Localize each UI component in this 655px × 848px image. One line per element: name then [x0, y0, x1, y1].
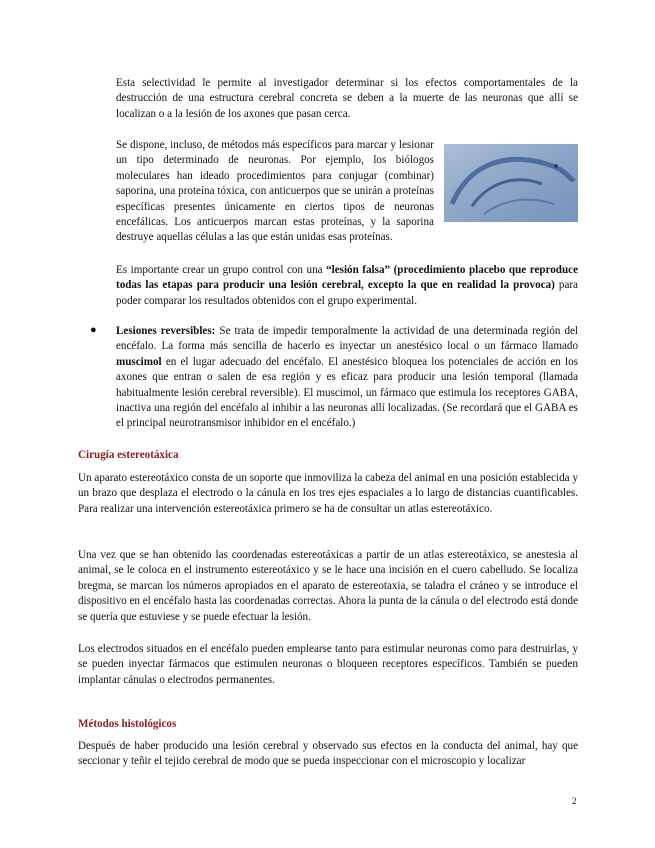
paragraph-histology: Después de haber producido una lesión cerebral y observado sus efectos en la conducta del animal, hay que seccionar y teñir el tejido cerebral de modo que se pueda inspeccionar con el microscopio y localizar [78, 740, 578, 768]
heading-stereotaxic-surgery: Cirugía estereotáxica [78, 449, 179, 461]
paragraph-sham-lesion [116, 263, 578, 309]
paragraph-saporin [116, 138, 578, 246]
paragraph-electrodes: Los electrodos situados en el encéfalo pueden emplearse tanto para estimular neuronas como para destruirlas, y se pueden inyectar fármacos que estimulen neuronas o bloqueen receptores específicos. También se pueden implantar cánulas o electrodos permanentes. [78, 643, 578, 686]
paragraph-selectivity: Esta selectividad le permite al investigador determinar si los efectos comportamentales de la destrucción de una estructura cerebral concreta se deben a la muerte de las neuronas que allí se localizan o a la lesión de los axones que pasan cerca. [116, 77, 578, 120]
sham-text-b: para poder comparar los resultados obtenidos con el grupo experimental. [116, 279, 578, 307]
paragraph-reversible-lesions [116, 324, 578, 432]
paragraph-saporin-text: Se dispone, incluso, de métodos más específicos para marcar y lesionar un tipo determinado de neuronas. Por ejemplo, los biólogos moleculares han ideado procedimientos para conjugar (combinar) saporina, una proteína tóxica, con anticuerpos que se unirán a proteínas específicas presentes únicamente en ciertos tipos de neuronas encefálicas. Los anticuerpos marcan estas proteínas, y la saporina destruye aquellas células a las que están unidas esas proteínas. [116, 139, 434, 244]
sham-text-a: Es importante crear un grupo control con una [116, 264, 327, 276]
bullet-dot: ● [90, 324, 97, 336]
sham-lesion-emphasis: “lesión falsa” (procedimiento placebo que reproduce todas las etapas para producir una lesión cerebral, excepto la que en realidad la provoca) [116, 264, 578, 292]
brain-section-image [444, 144, 578, 222]
muscimol-term: muscimol [116, 355, 162, 368]
heading-histological-methods: Métodos histológicos [78, 718, 177, 730]
reversible-text-a: Se trata de impedir temporalmente la actividad de una determinada región del encéfalo. La forma más sencilla de hacerlo es inyectar un anestésico local o un fármaco llamado [116, 325, 578, 353]
page-number: 2 [572, 796, 577, 806]
paragraph-stereotaxic-apparatus: Un aparato estereotáxico consta de un soporte que inmoviliza la cabeza del animal en una posición establecida y un brazo que desplaza el electrodo o la cánula en los tres ejes espaciales a lo largo de distancias cuantificables. Para realizar una intervención estereotáxica primero se ha de consultar un atlas estereotáxico. [78, 472, 578, 515]
reversible-lesions-title: Lesiones reversibles: [116, 325, 216, 337]
reversible-text-b: en el lugar adecuado del encéfalo. El anestésico bloquea los potenciales de acción en los axones que entran o salen de esa región y es eficaz para producir una lesión temporal (llamada habitualmente lesión cerebral reversible). El muscimol, un fármaco que estimula los receptores GABA, inactiva una región del encéfalo al inhibir a las neuronas allí localizadas. (Se recordará que el GABA es el principal neurotransmisor inhibidor en el encéfalo.) [116, 355, 578, 430]
paragraph-stereotaxic-procedure: Una vez que se han obtenido las coordenadas estereotáxicas a partir de un atlas estereotáxico, se anestesia al animal, se le coloca en el instrumento estereotáxico y se le hace una incisión en el cuero cabelludo. Se localiza bregma, se marcan los números apropiados en el aparato de estereotaxia, se taladra el cráneo y se introduce el dispositivo en el encéfalo hasta las coordenadas correctas. Ahora la punta de la cánula o del electrodo está donde se quería que estuviese y se puede efectuar la lesión. [78, 549, 578, 623]
